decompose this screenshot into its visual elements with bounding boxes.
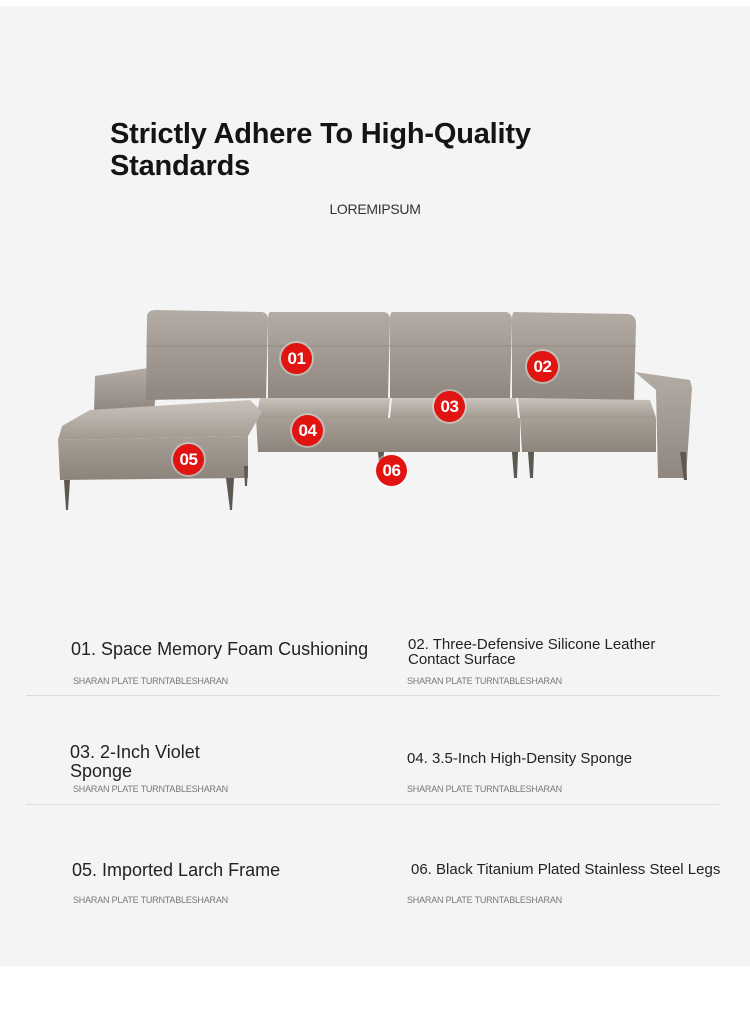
feature-subtitle-02: SHARAN PLATE TURNTABLESHARAN — [407, 676, 562, 686]
feature-subtitle-03: SHARAN PLATE TURNTABLESHARAN — [73, 784, 228, 794]
feature-subtitle-04: SHARAN PLATE TURNTABLESHARAN — [407, 784, 562, 794]
marker-04: 04 — [292, 415, 323, 446]
marker-03: 03 — [434, 391, 465, 422]
feature-title-02: 02. Three-Defensive Silicone Leather Contact Surface — [408, 636, 656, 668]
feature-subtitle-06: SHARAN PLATE TURNTABLESHARAN — [407, 895, 562, 905]
feature-title-03: 03. 2-Inch Violet Sponge — [70, 742, 200, 781]
marker-06: 06 — [376, 455, 407, 486]
feature-subtitle-01: SHARAN PLATE TURNTABLESHARAN — [73, 676, 228, 686]
page-title: Strictly Adhere To High-Quality Standards — [110, 118, 531, 182]
feature-title-04: 04. 3.5-Inch High-Density Sponge — [407, 750, 633, 767]
feature-title-01: 01. Space Memory Foam Cushioning — [71, 639, 369, 659]
sofa-illustration — [50, 300, 700, 520]
feature-subtitle-05: SHARAN PLATE TURNTABLESHARAN — [73, 895, 228, 905]
divider — [26, 804, 719, 805]
marker-02: 02 — [527, 351, 558, 382]
marker-01: 01 — [281, 343, 312, 374]
divider — [26, 695, 719, 696]
page-subtitle: LOREMIPSUM — [329, 201, 421, 217]
feature-title-06: 06. Black Titanium Plated Stainless Steel Legs — [411, 861, 721, 878]
marker-05: 05 — [173, 444, 204, 475]
feature-title-05: 05. Imported Larch Frame — [72, 860, 281, 880]
